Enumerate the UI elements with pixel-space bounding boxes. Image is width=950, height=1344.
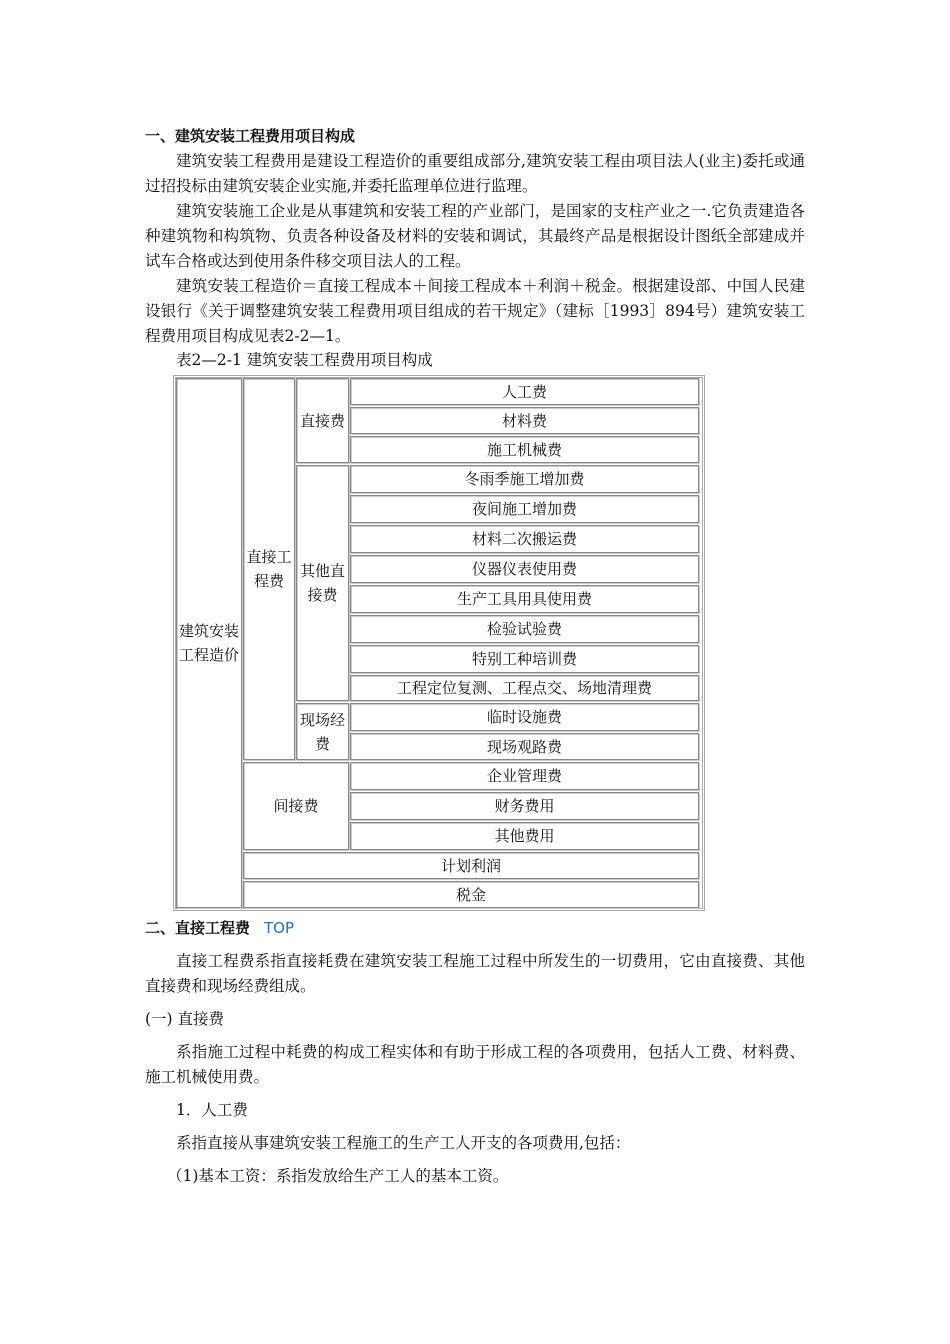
table-cell-item: 材料二次搬运费 — [350, 525, 699, 553]
table-cell-item: 特别工种培训费 — [350, 645, 699, 673]
list-item: （1)基本工资：系指发放给生产工人的基本工资。 — [167, 1167, 509, 1185]
table-cell-site-overhead: 现场经费 — [296, 703, 349, 760]
table-cell-item: 生产工具用具使用费 — [350, 585, 699, 613]
section-heading-1: 一、建筑安装工程费用项目构成 — [145, 127, 356, 145]
table-cell-item: 人工费 — [350, 378, 699, 405]
table-cell-item: 仪器仪表使用费 — [350, 555, 699, 583]
paragraph: 建筑安装工程费用是建设工程造价的重要组成部分,建筑安装工程由项目法人(业主)委托或通过招投标由建筑安装企业实施,并委托监理单位进行监理。 — [145, 152, 805, 195]
table-cell-item: 冬雨季施工增加费 — [350, 465, 699, 493]
table-cell-item: 现场观路费 — [350, 733, 699, 760]
table-cell-root: 建筑安装工程造价 — [176, 378, 242, 908]
subheading: (一) 直接费 — [145, 1010, 225, 1028]
table-cell-item: 检验试验费 — [350, 615, 699, 643]
paragraph: 系指直接从事建筑安装工程施工的生产工人开支的各项费用,包括： — [176, 1134, 631, 1152]
table-cell-indirect: 间接费 — [243, 762, 349, 850]
list-item: 1．人工费 — [176, 1101, 248, 1119]
section-heading-2-text: 二、直接工程费 — [145, 919, 251, 937]
table-cell-item: 工程定位复测、工程点交、场地清理费 — [350, 675, 699, 701]
paragraph: 直接工程费系指直接耗费在建筑安装工程施工过程中所发生的一切费用，它由直接费、其他直接费和现场经费组成。 — [145, 952, 805, 995]
table-cell-item: 财务费用 — [350, 792, 699, 820]
table-cell-item: 材料费 — [350, 407, 699, 434]
table-cell-direct: 直接费 — [296, 378, 349, 463]
table-cell-item: 施工机械费 — [350, 436, 699, 463]
top-link[interactable]: TOP — [264, 919, 295, 937]
table-cell-item: 临时设施费 — [350, 703, 699, 731]
paragraph: 建筑安装施工企业是从事建筑和安装工程的产业部门，是国家的支柱产业之一.它负责建造各种建筑物和构筑物、负责各种设备及材料的安装和调试，其最终产品是根据设计图纸全部建成并试车合格或达到使用条件移交项目法人的工程。 — [145, 202, 805, 270]
table-cell-other-direct: 其他直接费 — [296, 465, 349, 701]
paragraph: 建筑安装工程造价＝直接工程成本＋间接工程成本＋利润＋税金。根据建设部、中国人民建设银行《关于调整建筑安装工程费用项目组成的若干规定》（建标［1993］894号）建筑安装工程费用项目构成见表2-2—1。 — [145, 277, 805, 345]
section-heading-2 — [145, 916, 805, 941]
table-cell-item: 企业管理费 — [350, 762, 699, 790]
table-cell-tax: 税金 — [243, 881, 699, 908]
document-body — [145, 124, 805, 1189]
paragraph: 系指施工过程中耗费的构成工程实体和有助于形成工程的各项费用，包括人工费、材料费、施工机械使用费。 — [145, 1043, 805, 1086]
cost-structure-table — [173, 375, 705, 911]
table-cell-profit: 计划利润 — [243, 852, 699, 879]
table-cell-item: 其他费用 — [350, 822, 699, 850]
table-caption: 表2—2-1 建筑安装工程费用项目构成 — [176, 351, 433, 369]
table-cell-direct-engineering: 直接工程费 — [243, 378, 295, 760]
table-cell-item: 夜间施工增加费 — [350, 495, 699, 523]
